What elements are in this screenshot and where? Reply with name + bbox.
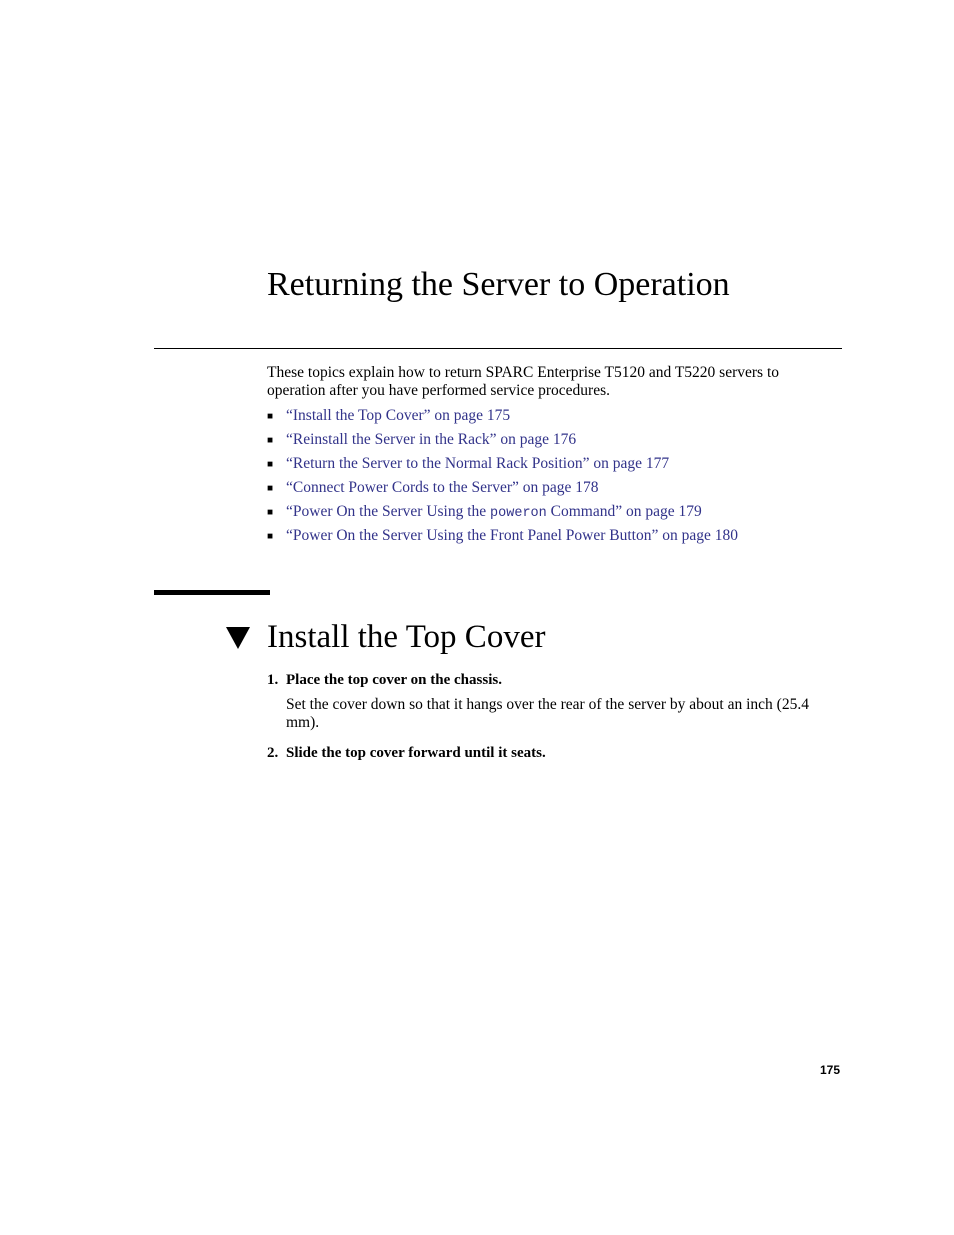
square-bullet-icon: ■ bbox=[267, 434, 274, 446]
square-bullet-icon: ■ bbox=[267, 482, 274, 494]
section-heading bbox=[226, 613, 545, 661]
link-install-top-cover[interactable]: “Install the Top Cover” on page 175 bbox=[286, 407, 511, 424]
chapter-intro: These topics explain how to return SPARC Enterprise T5120 and T5220 servers to operation after you have performed service procedures. bbox=[267, 364, 780, 399]
triangle-down-icon bbox=[226, 627, 250, 649]
inline-code: poweron bbox=[490, 506, 547, 521]
square-bullet-icon: ■ bbox=[267, 458, 274, 470]
section-title: Install the Top Cover bbox=[267, 619, 546, 655]
link-text-before: “Power On the Server Using the bbox=[286, 503, 491, 520]
list-item bbox=[267, 452, 738, 476]
step-number: 2. bbox=[267, 745, 279, 761]
link-connect-power-cords[interactable]: “Connect Power Cords to the Server” on page 178 bbox=[286, 479, 599, 496]
list-item bbox=[267, 476, 738, 500]
link-poweron-command[interactable] bbox=[286, 503, 702, 521]
link-reinstall-server[interactable]: “Reinstall the Server in the Rack” on page 176 bbox=[286, 431, 577, 448]
square-bullet-icon: ■ bbox=[267, 410, 274, 422]
chapter-title: Returning the Server to Operation bbox=[267, 266, 730, 303]
step-1 bbox=[267, 672, 502, 689]
square-bullet-icon: ■ bbox=[267, 530, 274, 542]
link-return-rack-position[interactable]: “Return the Server to the Normal Rack Position” on page 177 bbox=[286, 455, 670, 472]
chapter-divider bbox=[154, 348, 842, 349]
list-item bbox=[267, 524, 738, 548]
square-bullet-icon: ■ bbox=[267, 506, 274, 518]
list-item bbox=[267, 500, 738, 524]
step-text: Place the top cover on the chassis. bbox=[286, 672, 502, 688]
page-number: 175 bbox=[819, 1063, 840, 1077]
list-item bbox=[267, 404, 738, 428]
topic-list bbox=[267, 404, 738, 548]
link-front-panel-power[interactable]: “Power On the Server Using the Front Panel Power Button” on page 180 bbox=[286, 527, 739, 544]
step-1-body: Set the cover down so that it hangs over the rear of the server by about an inch (25.4 mm). bbox=[286, 696, 809, 731]
step-text: Slide the top cover forward until it seats. bbox=[286, 745, 546, 761]
step-number: 1. bbox=[267, 672, 279, 688]
link-text-after: Command” on page 179 bbox=[546, 503, 702, 520]
list-item bbox=[267, 428, 738, 452]
section-divider bbox=[154, 590, 270, 595]
step-2 bbox=[267, 745, 546, 762]
